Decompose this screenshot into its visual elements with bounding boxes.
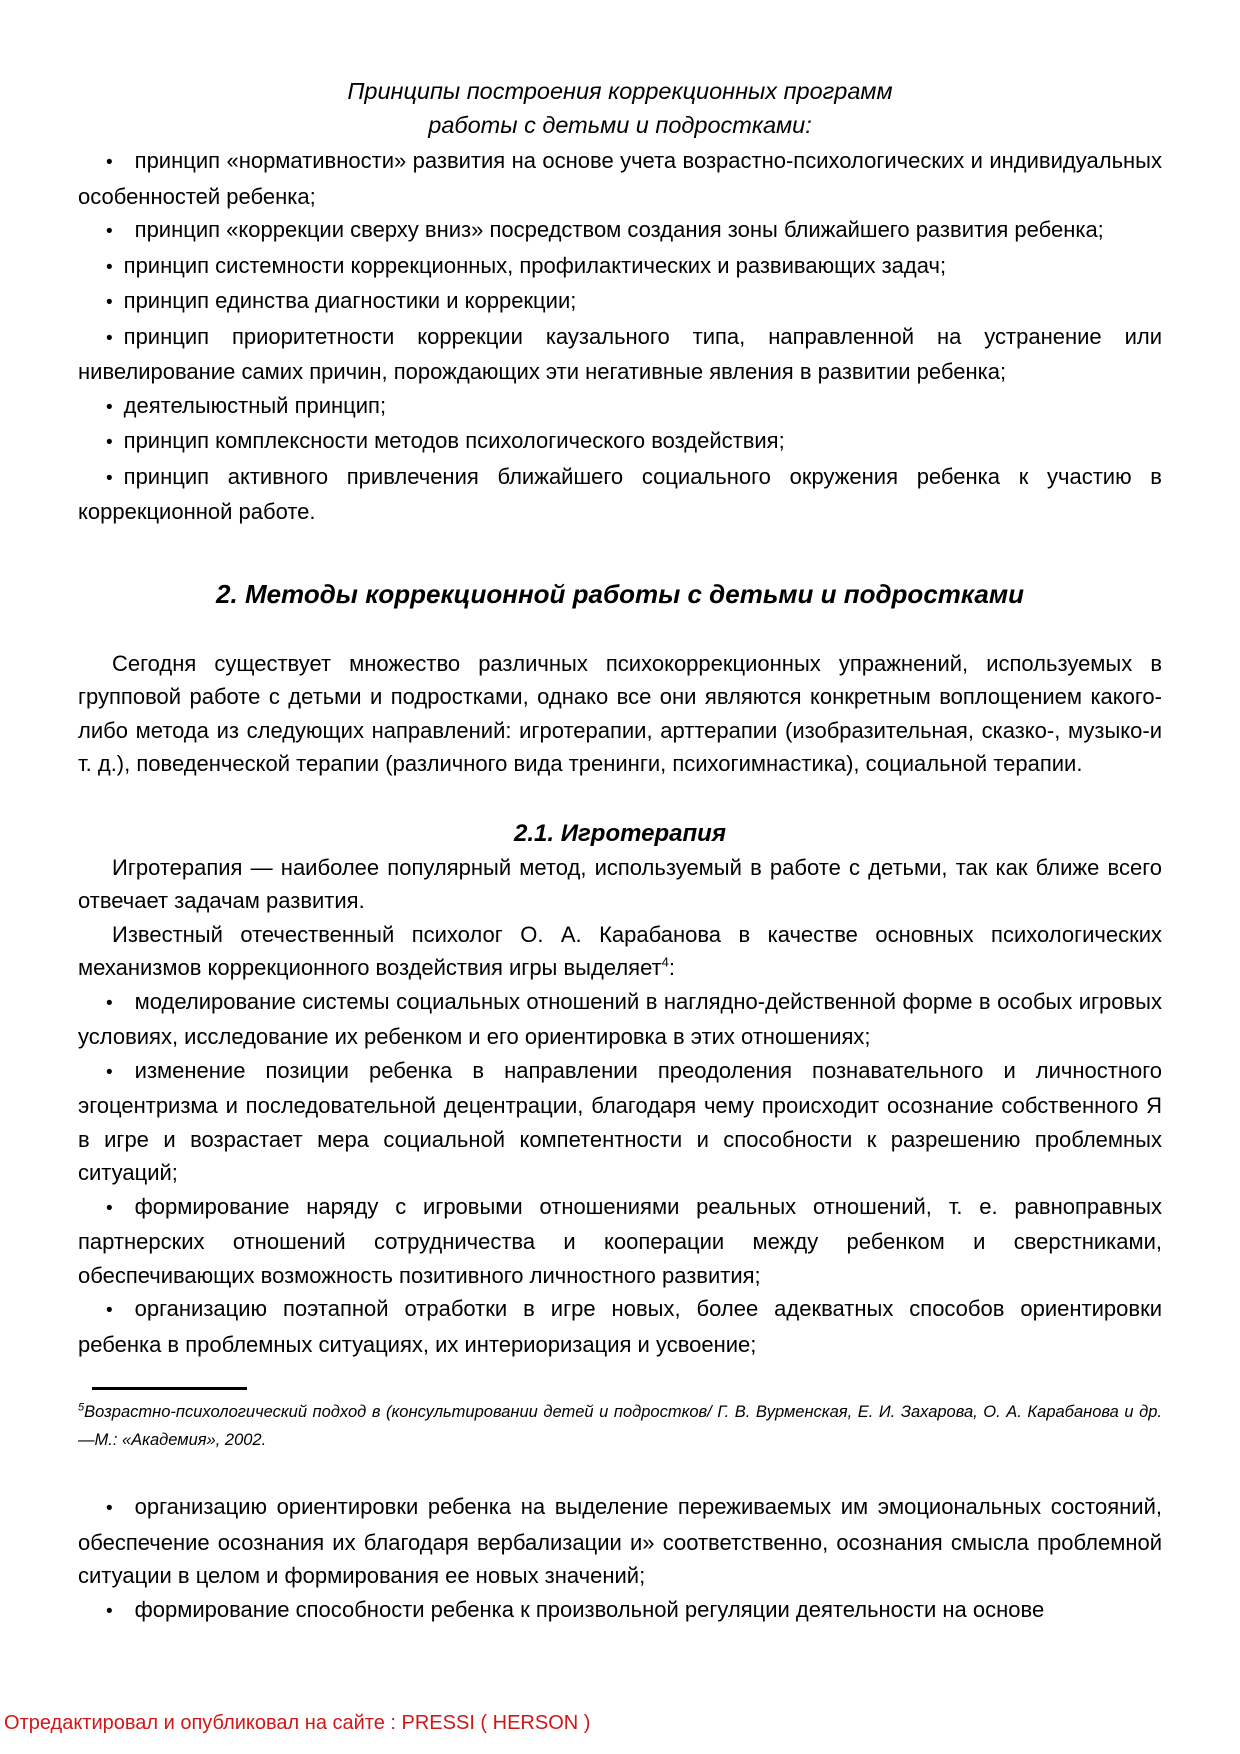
mechanisms-list-continued [78, 1490, 1162, 1628]
bullet-icon: • [106, 221, 113, 242]
footnote-body: Возрастно-психологический подход в (консультировании детей и подростков/ Г. В. Вурменская, Е. И. Захарова, О. А. Карабанова и др. —М.: «Академия», 2002. [78, 1403, 1162, 1449]
document-title-line-1: Принципы построения коррекционных программ [347, 78, 893, 104]
document-title-line-2: работы с детьми и подростками: [428, 112, 812, 138]
document-title [78, 74, 1162, 142]
list-item [78, 144, 1162, 213]
principles-list [78, 144, 1162, 529]
subsection-paragraph-1: Игротерапия — наиболее популярный метод, используемый в работе с детьми, так как ближе всего отвечает задачам развития. [78, 854, 1162, 913]
list-item [78, 1593, 1162, 1629]
bullet-icon: • [106, 152, 113, 173]
footnote-reference: 4 [661, 954, 669, 970]
bullet-icon: • [106, 467, 113, 489]
footnote-separator [92, 1387, 247, 1390]
bullet-icon: • [106, 992, 113, 1014]
bullet-icon: • [106, 1197, 113, 1219]
subsection-paragraph-2 [78, 918, 1162, 985]
bullet-icon: • [106, 1600, 113, 1622]
list-item [78, 424, 1162, 460]
bullet-icon: • [106, 292, 113, 313]
list-item-text: принцип системности коррекционных, профилактических и развивающих задач; [123, 252, 947, 278]
list-item [78, 460, 1162, 529]
bullet-icon: • [106, 1498, 113, 1519]
list-item [78, 1190, 1162, 1293]
paragraph-text-after-footnote-ref: : [668, 955, 676, 980]
list-item-text: формирование способности ребенка к произвольной регуляции деятельности на основе [134, 1596, 1045, 1622]
list-item-text: деятелыюстный принцип; [123, 392, 387, 418]
list-item-text: изменение позиции ребенка в направлении преодоления познавательного и личностного эгоцентризма и последовательной децентрации, благодаря чему происходит осознание собственного Я в игре и возрастает мера социальной компетентности и способности к разрешению проблемных ситуаций; [78, 1057, 1162, 1185]
list-item-text: организацию ориентировки ребенка на выделение переживаемых им эмоциональных состояний, обеспечение осознания их благодаря вербализации и» соответственно, осознания смысла проблемной ситуации в целом и формирования ее новых значений; [78, 1494, 1162, 1588]
spacer [78, 1454, 1162, 1490]
bullet-icon: • [106, 327, 113, 349]
bullet-icon: • [106, 256, 113, 278]
list-item [78, 284, 1162, 320]
list-item-text: принцип приоритетности коррекции каузального типа, направленной на устранение или нивелирование самих причин, порождающих эти негативные явления в развитии ребенка; [78, 323, 1162, 384]
footnote-marker: 5 [78, 1401, 85, 1414]
list-item-text: принцип комплексности методов психологического воздействия; [123, 428, 785, 453]
spacer [78, 781, 1162, 817]
list-item [78, 320, 1162, 389]
list-item [78, 1054, 1162, 1190]
spacer [78, 529, 1162, 577]
list-item-text: принцип активного привлечения ближайшего социального окружения ребенка к участию в коррекционной работе. [78, 463, 1162, 524]
list-item [78, 389, 1162, 425]
subsection-heading: 2.1. Игротерапия [514, 819, 726, 847]
bullet-icon: • [106, 432, 113, 453]
list-item [78, 1292, 1162, 1361]
spacer [78, 611, 1162, 647]
bullet-icon: • [106, 1061, 113, 1083]
list-item-text: моделирование системы социальных отношений в наглядно-действенной форме в особых игровых условиях, исследование их ребенком и его ориентировка в этих отношениях; [78, 988, 1162, 1049]
paragraph-text-before-footnote-ref: Известный отечественный психолог О. А. Карабанова в качестве основных психологических механизмов коррекционного воздействия игры выделяет [78, 921, 1162, 980]
list-item-text: принцип «коррекции сверху вниз» посредством создания зоны ближайшего развития ребенка; [134, 217, 1104, 242]
section-heading: 2. Методы коррекционной работы с детьми и подростками [216, 578, 1024, 609]
list-item [78, 213, 1162, 249]
list-item-text: организацию поэтапной отработки в игре новых, более адекватных способов ориентировки ребенка в проблемных ситуациях, их интериоризация и усвоение; [78, 1296, 1162, 1357]
page-content [78, 74, 1162, 1628]
list-item-text: принцип единства диагностики и коррекции; [123, 288, 577, 313]
publisher-watermark: Отредактировал и опубликовал на сайте : PRESSI ( HERSON ) [4, 1712, 591, 1734]
mechanisms-list [78, 985, 1162, 1362]
bullet-icon: • [106, 1300, 113, 1321]
list-item [78, 985, 1162, 1054]
section-intro-paragraph: Сегодня существует множество различных психокоррекционных упражнений, используемых в групповой работе с детьми и подростками, однако все они являются конкретным воплощением какого-либо метода из следующих направлений: игротерапии, арттерапии (изобразительная, сказко-, музыко-и т. д.), поведенческой терапии (различного вида тренинги, психогимнастика), социальной терапии. [78, 650, 1162, 776]
footnote-text [78, 1398, 1162, 1454]
list-item-text: формирование наряду с игровыми отношениями реальных отношений, т. е. равноправных партнерских отношений сотрудничества и кооперации между ребенком и сверстниками, обеспечивающих возможность позитивного личностного развития; [78, 1193, 1162, 1288]
list-item [78, 249, 1162, 285]
list-item-text: принцип «нормативности» развития на основе учета возрастно-психологических и индивидуальных особенностей ребенка; [78, 148, 1162, 209]
bullet-icon: • [106, 396, 113, 418]
list-item [78, 1490, 1162, 1593]
